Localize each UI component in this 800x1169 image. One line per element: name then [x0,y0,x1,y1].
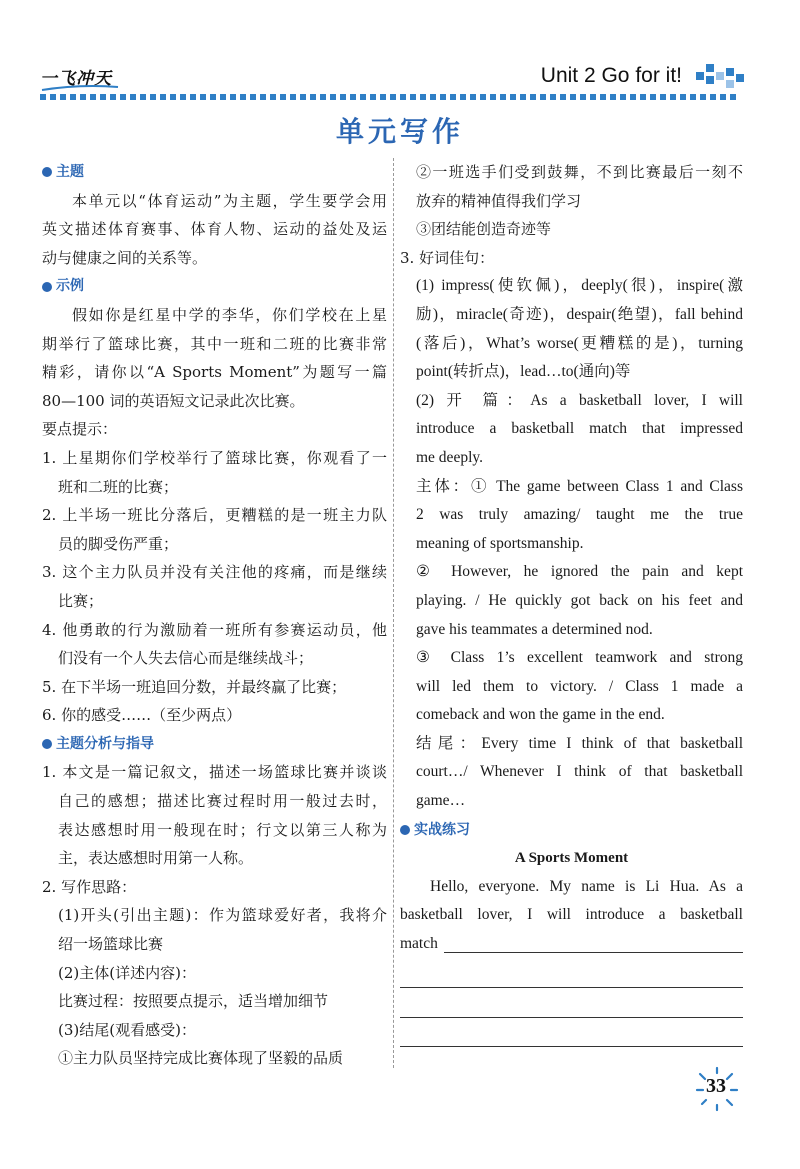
answer-line[interactable] [400,1018,743,1048]
section-theme-label: 主题 [56,164,84,180]
bullet-dot-icon [42,167,52,177]
phrase-line: (1) impress(使钦佩)，deeply(很)，inspire(激 [416,277,743,295]
analysis-line: 绍一场篮球比赛 [58,935,164,954]
tip-line: 4. 他勇敢的行为激励着一班所有参赛运动员，他 [42,620,387,639]
body-line: will led them to victory. / Class 1 made a [416,677,743,695]
page-number: 33 [706,1075,726,1097]
bullet-dot-icon [400,825,410,835]
text-line: 80—100 词的英语短文记录此次比赛。 [42,391,305,410]
section-example [42,272,387,301]
page-header [0,0,800,110]
section-practice [400,816,743,845]
opening-line: introduce a basketball match that impressed [416,420,743,438]
analysis-line: (2)主体(详述内容)： [58,963,196,982]
analysis-line: (3)结尾(观看感受)： [58,1020,196,1039]
answer-line[interactable] [400,959,743,989]
analysis-line: 3. 好词佳句： [400,248,495,267]
section-theme [42,158,387,187]
tips-label: 要点提示： [42,420,118,439]
tip-line: 们没有一个人失去信心而是继续战斗； [58,649,314,668]
ending-line: 结尾：Every time I think of that basketball [416,734,743,752]
section-example-label: 示例 [56,278,84,295]
ending-line: game… [416,792,466,810]
phrase-line: 励)，miracle(奇迹)，despair(绝望)，fall behind [416,305,743,323]
essay-match-word: match [400,935,438,953]
body-line: ③ Class 1’s excellent teamwork and strong [416,649,743,667]
tip-line: 5. 在下半场一班追回分数，并最终赢了比赛； [42,677,347,696]
text-line: 英文描述体育赛事、体育人物、运动的益处及运 [42,220,387,239]
text-line: 动与健康之间的关系等。 [42,248,208,267]
unit-title: Unit 2 Go for it! [540,64,682,87]
section-analysis-label: 主题分析与指导 [56,735,154,752]
essay-match-line[interactable] [400,930,743,959]
text-line: 精彩，请你以“A Sports Moment”为题写一篇 [42,363,387,382]
bullet-dot-icon [42,739,52,749]
tip-line: 2. 上半场一班比分落后，更糟糕的是一班主力队 [42,506,387,525]
essay-title: A Sports Moment [514,850,629,867]
header-divider [40,94,740,100]
section-practice-label: 实战练习 [414,821,470,838]
analysis-line: ③团结能创造奇迹等 [416,220,552,239]
right-column [400,158,743,1047]
analysis-line: (1)开头(引出主题)：作为篮球爱好者，我将介 [58,906,387,925]
answer-line[interactable] [400,988,743,1018]
page-title: 单元写作 [335,115,464,148]
tip-line: 1. 上星期你们学校举行了篮球比赛，你观看了一 [42,448,387,467]
analysis-line: 比赛过程：按照要点提示，适当增加细节 [58,992,329,1011]
column-divider [393,158,394,1068]
tip-line: 3. 这个主力队员并没有关注他的疼痛，而是继续 [42,563,387,582]
body-line: meaning of sportsmanship. [416,534,584,552]
ending-line: court…/ Whenever I think of that basketball [416,763,743,781]
tip-line: 6. 你的感受……（至少两点） [42,706,242,725]
essay-line: Hello, everyone. My name is Li Hua. As a [430,877,743,895]
analysis-line: 放弃的精神值得我们学习 [416,191,582,210]
body-line: ② However, he ignored the pain and kept [416,563,743,581]
text-line: 期举行了篮球比赛，其中一班和二班的比赛非常 [42,334,387,353]
text-line: 假如你是红星中学的李华，你们学校在上星 [72,305,387,324]
tip-line: 比赛； [58,591,104,610]
analysis-line: 表达感想时用一般现在时；行文以第三人称为 [58,820,387,839]
answer-blank[interactable] [444,932,743,953]
body-line: comeback and won the game in the end. [416,706,665,724]
body-line: playing. / He quickly got back on his feet and [416,591,743,609]
analysis-line: 自己的感想；描述比赛过程时用一般过去时， [58,792,387,811]
body-line: 2 was truly amazing/ taught me the true [416,506,743,524]
left-column [42,158,387,1073]
phrase-line: point(转折点)，lead…to(通向)等 [416,363,631,381]
body-line: gave his teammates a determined nod. [416,620,653,638]
opening-line: (2) 开 篇：As a basketball lover, I will [416,391,743,409]
section-analysis [42,730,387,759]
book-logo: 一飞冲天 [40,69,112,89]
text-line: 本单元以“体育运动”为主题，学生要学会用 [72,191,387,210]
analysis-line: 主，表达感想时用第一人称。 [58,849,254,868]
phrase-line: (落后)，What’s worse(更糟糕的是)，turning [416,334,743,352]
tip-line: 班和二班的比赛； [58,477,179,496]
tip-line: 员的脚受伤严重； [58,534,179,553]
body-line: 主体：① The game between Class 1 and Class [416,477,743,495]
logo-swoosh-icon [40,84,120,92]
analysis-line: 2. 写作思路： [42,877,137,896]
opening-line: me deeply. [416,448,483,466]
analysis-line: 1. 本文是一篇记叙文，描述一场篮球比赛并谈谈 [42,763,387,782]
analysis-line: ②一班选手们受到鼓舞，不到比赛最后一刻不 [416,163,743,181]
analysis-line: ①主力队员坚持完成比赛体现了坚毅的品质 [58,1049,344,1068]
essay-line: basketball lover, I will introduce a basketball [400,906,743,924]
bullet-dot-icon [42,282,52,292]
